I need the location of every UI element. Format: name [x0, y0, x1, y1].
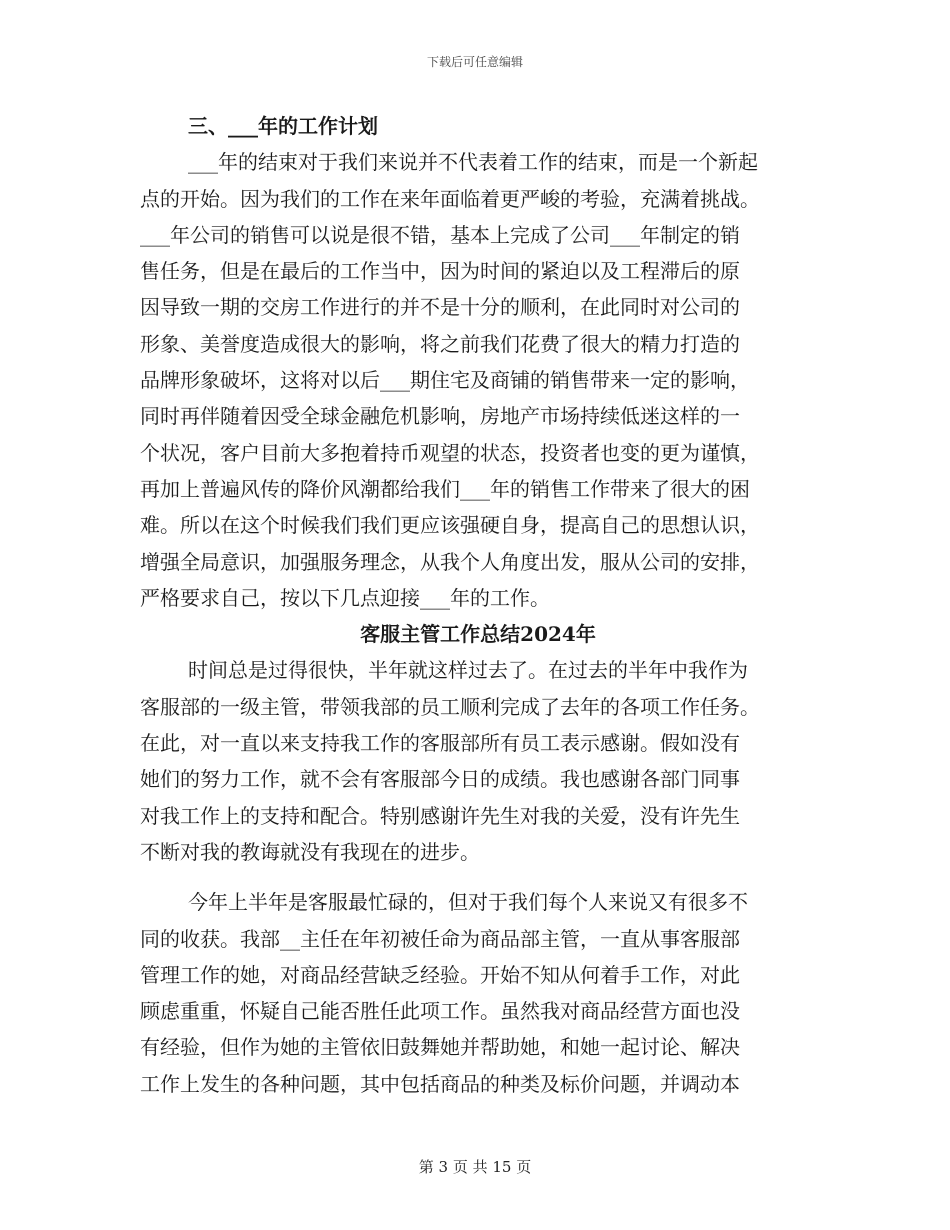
- paragraph-gap: [140, 870, 816, 884]
- text-line: 形象、美誉度造成很大的影响，将之前我们花费了很大的精力打造的: [140, 331, 740, 356]
- text-line: 管理工作的她，对商品经营缺乏经验。开始不知从何着手工作，对此: [140, 962, 740, 987]
- text-line: 售任务，但是在最后的工作当中，因为时间的紧迫以及工程滞后的原: [140, 259, 740, 284]
- text-line: 不断对我的教诲就没有我现在的进步。: [140, 839, 480, 864]
- page-header: 下载后可任意编辑: [426, 55, 523, 69]
- paragraph-intro: [140, 652, 816, 870]
- document-title: 客服主管工作总结2024年: [360, 622, 596, 647]
- text-line: 工作上发生的各种问题，其中包括商品的种类及标价问题，并调动本: [140, 1071, 740, 1096]
- text-line: 难。所以在这个时候我们我们更应该强硬自身，提高自己的思想认识，: [140, 513, 760, 538]
- text-line: ___年的结束对于我们来说并不代表着工作的结束，而是一个新起: [188, 150, 758, 175]
- text-line: ___年公司的销售可以说是很不错，基本上完成了公司___年制定的销: [140, 222, 740, 247]
- section-heading: 三、___年的工作计划: [188, 114, 378, 138]
- text-line: 在此，对一直以来支持我工作的客服部所有员工表示感谢。假如没有: [140, 731, 740, 756]
- text-line: 时间总是过得很快，半年就这样过去了。在过去的半年中我作为: [188, 658, 748, 683]
- text-line: 有经验，但作为她的主管依旧鼓舞她并帮助她，和她一起讨论、解决: [140, 1035, 740, 1060]
- text-line: 点的开始。因为我们的工作在来年面临着更严峻的考验，充满着挑战。: [140, 186, 760, 211]
- text-line: 同的收获。我部__主任在年初被任命为商品部主管，一直从事客服部: [140, 926, 740, 951]
- page-footer: 第 3 页 共 15 页: [418, 1158, 532, 1176]
- paragraph-work-plan: [140, 144, 816, 616]
- text-line: 对我工作上的支持和配合。特别感谢许先生对我的关爱，没有许先生: [140, 803, 740, 828]
- text-line: 今年上半年是客服最忙碌的，但对于我们每个人来说又有很多不: [188, 890, 748, 915]
- text-line: 同时再伴随着因受全球金融危机影响，房地产市场持续低迷这样的一: [140, 404, 740, 429]
- text-line: 严格要求自己，按以下几点迎接___年的工作。: [140, 585, 550, 610]
- text-line: 顾虑重重，怀疑自己能否胜任此项工作。虽然我对商品经营方面也没: [140, 999, 740, 1024]
- text-line: 再加上普遍风传的降价风潮都给我们___年的销售工作带来了很大的困: [140, 476, 750, 501]
- text-line: 因导致一期的交房工作进行的并不是十分的顺利，在此同时对公司的: [140, 295, 740, 320]
- text-line: 增强全局意识，加强服务理念，从我个人角度出发，服从公司的安排，: [140, 549, 760, 574]
- text-line: 她们的努力工作，就不会有客服部今日的成绩。我也感谢各部门同事: [140, 767, 740, 792]
- document-body: [140, 108, 816, 1102]
- paragraph-half-year: [140, 884, 816, 1102]
- text-line: 客服部的一级主管，带领我部的员工顺利完成了去年的各项工作任务。: [140, 694, 760, 719]
- text-line: 个状况，客户目前大多抱着持币观望的状态，投资者也变的更为谨慎，: [140, 440, 760, 465]
- text-line: 品牌形象破坏，这将对以后___期住宅及商铺的销售带来一定的影响，: [140, 368, 750, 393]
